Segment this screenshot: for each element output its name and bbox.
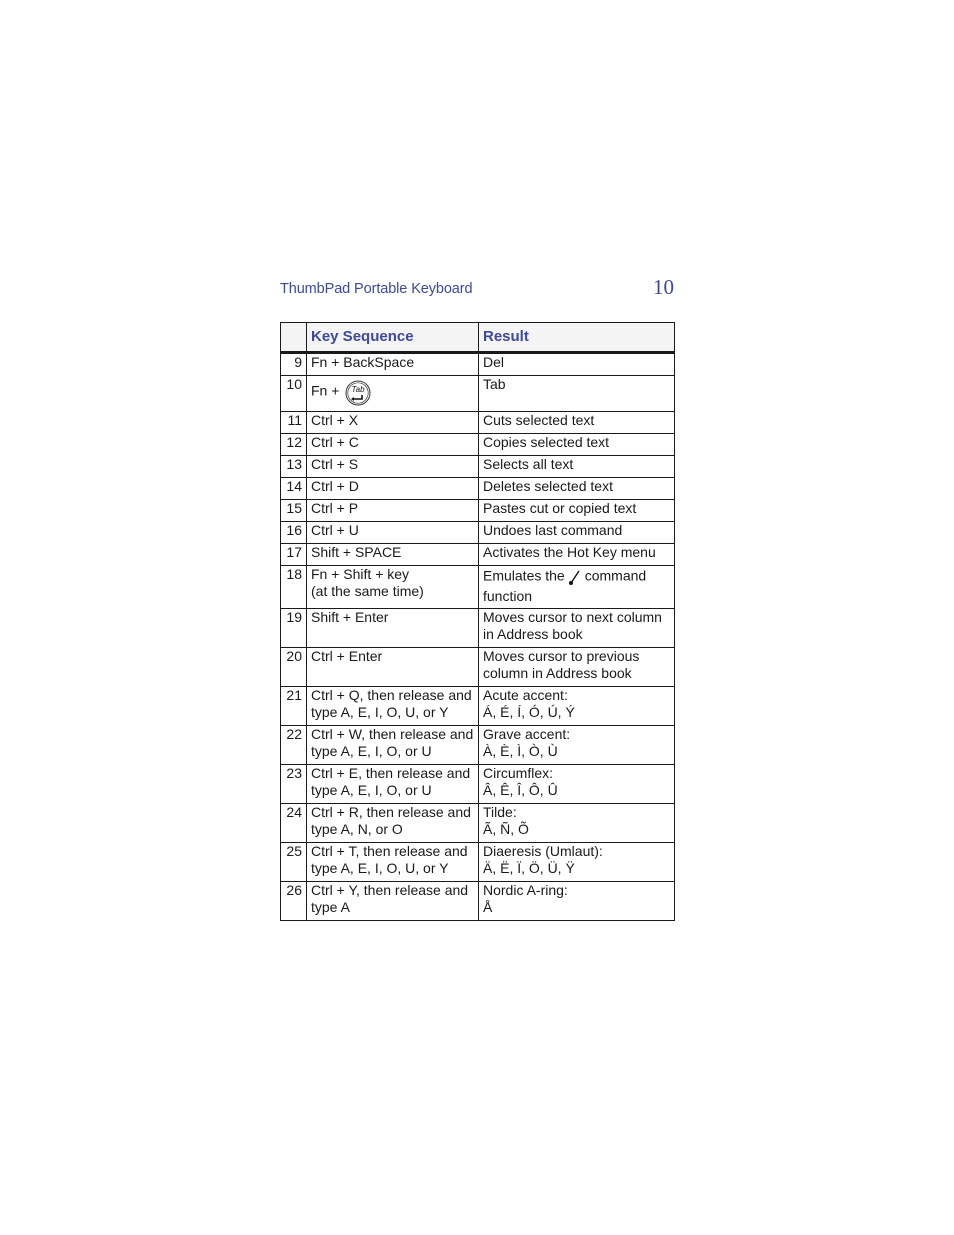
result-cell	[479, 765, 675, 804]
table-row	[281, 522, 675, 544]
key-sequence-text: Ctrl + Q, then release and	[311, 687, 472, 703]
row-number: 14	[281, 478, 307, 500]
result-cell	[479, 726, 675, 765]
row-number: 18	[281, 566, 307, 609]
result-text: Â, Ê, Î, Ô, Û	[483, 782, 558, 798]
running-head	[280, 275, 674, 304]
result-text: Pastes cut or copied text	[483, 500, 637, 516]
key-sequence-cell	[307, 566, 479, 609]
key-sequence-text: Ctrl + Y, then release and	[311, 882, 469, 898]
table-row	[281, 843, 675, 882]
key-sequence-text: type A, E, I, O, U, or Y	[311, 704, 449, 720]
key-sequence-text: Fn +	[311, 382, 340, 399]
table-row	[281, 566, 675, 609]
result-cell	[479, 376, 675, 412]
row-number: 16	[281, 522, 307, 544]
key-sequence-text: Ctrl + U	[311, 522, 359, 538]
key-sequence-text: Fn + Shift + key	[311, 566, 410, 582]
result-cell	[479, 412, 675, 434]
key-sequence-text: type A, N, or O	[311, 821, 403, 837]
result-text: Tilde:	[483, 804, 517, 820]
result-text: Moves cursor to previous	[483, 648, 640, 664]
key-sequence-cell	[307, 500, 479, 522]
column-header-result: Result	[479, 323, 675, 353]
result-first-line	[483, 566, 670, 588]
key-sequence-text: Ctrl + X	[311, 412, 359, 428]
key-sequence-text: Ctrl + S	[311, 456, 359, 472]
result-text: Deletes selected text	[483, 478, 613, 494]
result-cell	[479, 609, 675, 648]
table-row	[281, 500, 675, 522]
result-cell	[479, 522, 675, 544]
key-sequence-text: Shift + SPACE	[311, 544, 402, 560]
row-number: 11	[281, 412, 307, 434]
row-number: 21	[281, 687, 307, 726]
key-sequence-cell	[307, 412, 479, 434]
result-text: Tab	[483, 376, 506, 392]
result-text: Del	[483, 354, 505, 370]
table-header-row	[281, 323, 675, 353]
row-number: 26	[281, 882, 307, 921]
result-cell	[479, 687, 675, 726]
result-text: Activates the Hot Key menu	[483, 544, 656, 560]
row-number: 9	[281, 353, 307, 376]
result-text: Ã, Ñ, Õ	[483, 821, 529, 837]
result-cell	[479, 648, 675, 687]
row-number: 17	[281, 544, 307, 566]
table-row	[281, 456, 675, 478]
result-text: À, È, Ì, Ò, Ù	[483, 743, 558, 759]
result-text: Diaeresis (Umlaut):	[483, 843, 603, 859]
key-sequence-text: Ctrl + T, then release and	[311, 843, 468, 859]
row-number: 20	[281, 648, 307, 687]
table-row	[281, 726, 675, 765]
key-sequence-text: type A, E, I, O, or U	[311, 782, 432, 798]
key-sequence-cell	[307, 804, 479, 843]
result-cell	[479, 500, 675, 522]
row-number: 22	[281, 726, 307, 765]
key-sequence-cell	[307, 522, 479, 544]
key-sequence-cell	[307, 609, 479, 648]
result-text: Ä, Ë, Ï, Ö, Ü, Ÿ	[483, 860, 575, 876]
table-row	[281, 434, 675, 456]
row-number: 23	[281, 765, 307, 804]
key-sequence-cell	[307, 434, 479, 456]
key-sequence-cell	[307, 687, 479, 726]
key-sequence-cell	[307, 353, 479, 376]
table-row	[281, 353, 675, 376]
row-number: 24	[281, 804, 307, 843]
result-text: Cuts selected text	[483, 412, 595, 428]
result-cell	[479, 882, 675, 921]
result-text: Grave accent:	[483, 726, 571, 742]
key-sequence-table	[280, 322, 675, 921]
key-sequence-cell	[307, 544, 479, 566]
key-sequence-text: Shift + Enter	[311, 609, 389, 625]
row-number: 15	[281, 500, 307, 522]
result-text: Å	[483, 899, 493, 915]
result-text: command	[584, 567, 647, 584]
key-sequence-text: Ctrl + P	[311, 500, 359, 516]
table-row	[281, 412, 675, 434]
row-number: 25	[281, 843, 307, 882]
result-text: in Address book	[483, 626, 583, 642]
result-text: Circumflex:	[483, 765, 554, 781]
key-sequence-text: Ctrl + D	[311, 478, 359, 494]
row-number: 12	[281, 434, 307, 456]
key-sequence-cell	[307, 376, 479, 412]
result-text: Nordic A-ring:	[483, 882, 568, 898]
column-header-key-sequence: Key Sequence	[307, 323, 479, 353]
result-cell	[479, 544, 675, 566]
result-text: Á, É, Í, Ó, Ú, Ý	[483, 704, 575, 720]
result-text: Selects all text	[483, 456, 574, 472]
svg-text:Tab: Tab	[351, 385, 365, 394]
result-cell	[479, 804, 675, 843]
result-text: Undoes last command	[483, 522, 623, 538]
key-sequence-text: Ctrl + R, then release and	[311, 804, 471, 820]
result-text: Copies selected text	[483, 434, 610, 450]
document-title: ThumbPad Portable Keyboard	[280, 281, 473, 297]
table-row	[281, 544, 675, 566]
key-sequence-cell	[307, 726, 479, 765]
result-cell	[479, 566, 675, 609]
key-sequence-cell	[307, 882, 479, 921]
key-sequence-text: Ctrl + C	[311, 434, 359, 450]
result-cell	[479, 434, 675, 456]
key-sequence-text: (at the same time)	[311, 583, 424, 599]
result-cell	[479, 478, 675, 500]
result-cell	[479, 456, 675, 478]
result-text: column in Address book	[483, 665, 632, 681]
key-sequence-text: Ctrl + W, then release and	[311, 726, 474, 742]
table-row	[281, 804, 675, 843]
key-sequence-text: type A, E, I, O, U, or Y	[311, 860, 449, 876]
key-sequence-text: Ctrl + Enter	[311, 648, 383, 664]
check-stylus-icon	[567, 568, 583, 590]
key-sequence-cell	[307, 456, 479, 478]
table-row	[281, 765, 675, 804]
key-sequence-cell	[307, 765, 479, 804]
key-sequence-cell	[307, 478, 479, 500]
table-row	[281, 609, 675, 648]
table-row	[281, 882, 675, 921]
key-sequence-text: type A, E, I, O, or U	[311, 743, 432, 759]
key-sequence-text: type A	[311, 899, 350, 915]
row-number: 19	[281, 609, 307, 648]
row-number: 10	[281, 376, 307, 412]
page-number: 10	[653, 275, 674, 299]
result-text: Acute accent:	[483, 687, 568, 703]
key-sequence-text: Ctrl + E, then release and	[311, 765, 471, 781]
row-number: 13	[281, 456, 307, 478]
column-header-number	[281, 323, 307, 353]
tab-key-icon	[345, 379, 371, 411]
table-row	[281, 687, 675, 726]
table-row	[281, 648, 675, 687]
result-text: function	[483, 588, 533, 604]
result-text: Moves cursor to next column	[483, 609, 662, 625]
key-sequence-cell	[307, 843, 479, 882]
table-row	[281, 376, 675, 412]
key-sequence-cell	[307, 648, 479, 687]
key-sequence-text: Fn + BackSpace	[311, 354, 415, 370]
result-cell	[479, 843, 675, 882]
table-row	[281, 478, 675, 500]
result-cell	[479, 353, 675, 376]
result-text: Emulates the	[483, 567, 565, 584]
